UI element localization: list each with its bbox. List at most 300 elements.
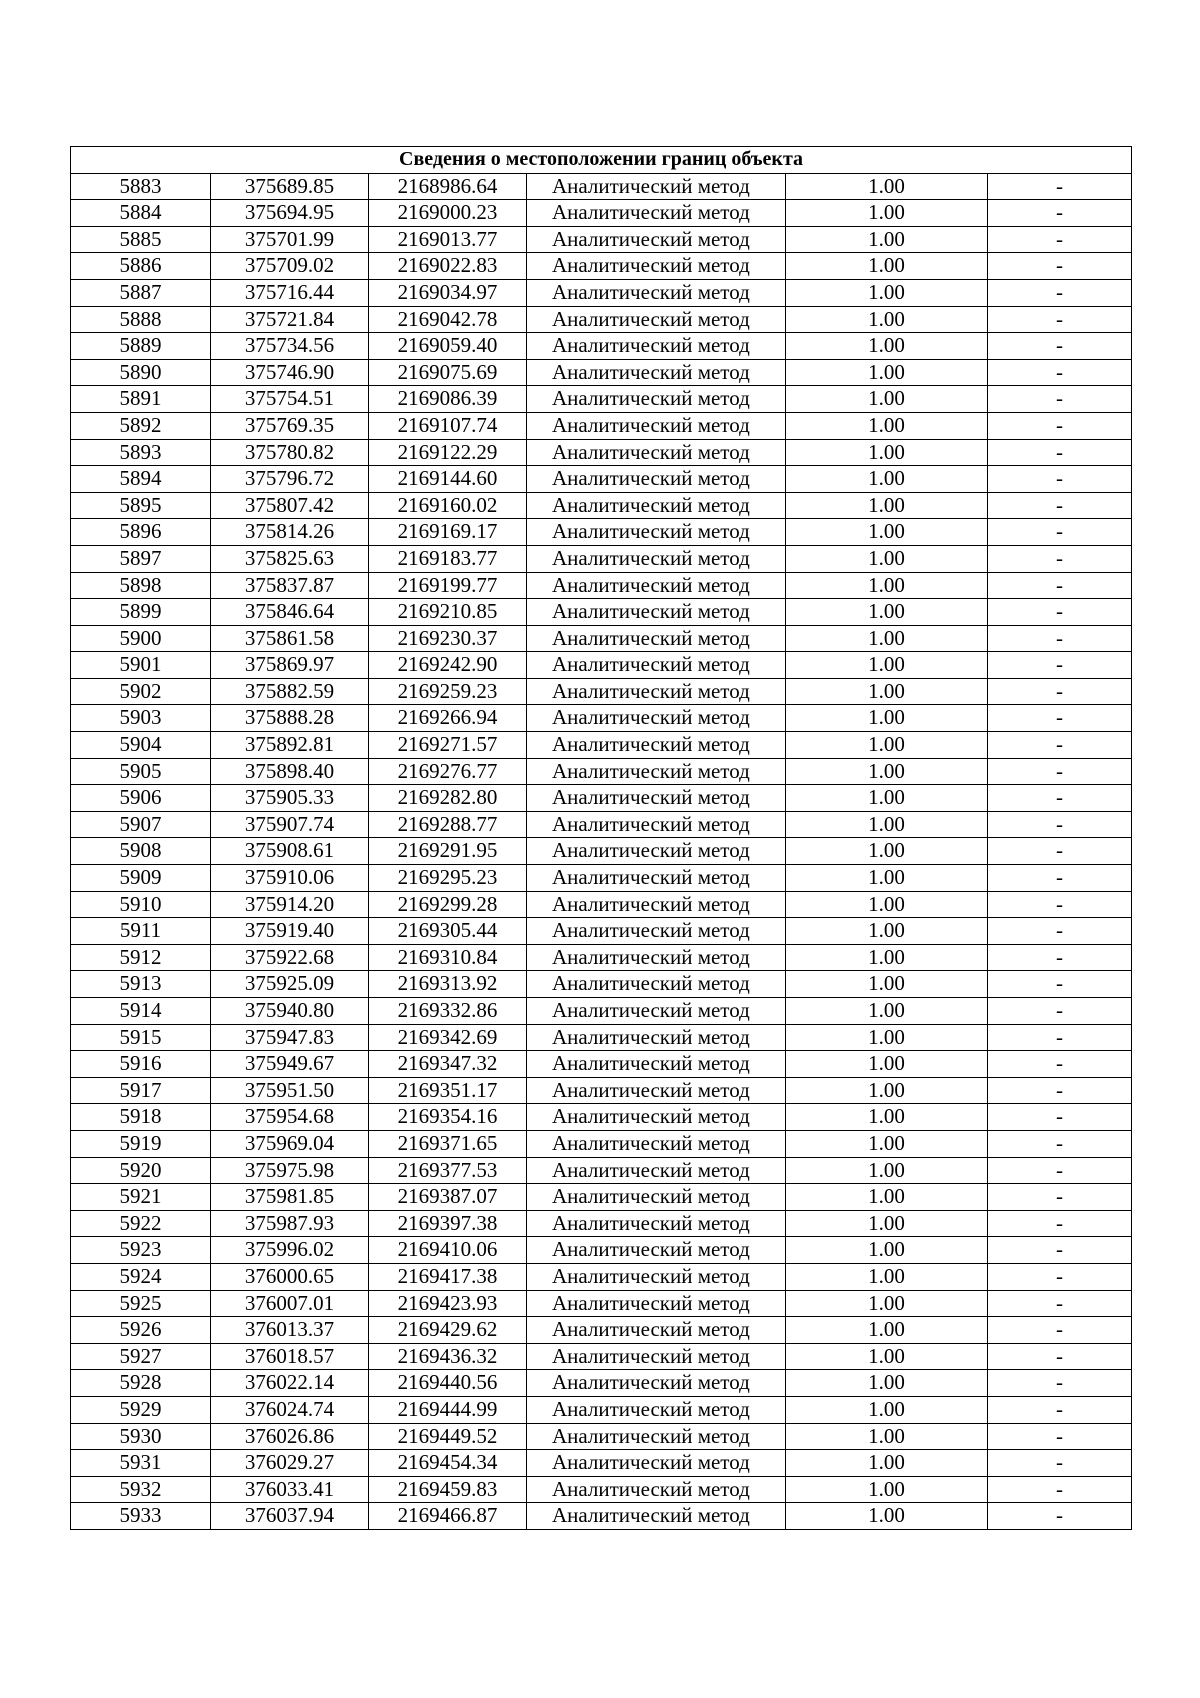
description-cell: - [988, 545, 1132, 572]
point-number-cell: 5901 [71, 652, 211, 679]
method-cell: Аналитический метод [527, 492, 786, 519]
table-row [71, 412, 1132, 439]
precision-cell: 1.00 [786, 359, 988, 386]
method-cell: Аналитический метод [527, 572, 786, 599]
y-coordinate-cell: 2169000.23 [369, 200, 527, 227]
precision-cell: 1.00 [786, 625, 988, 652]
y-coordinate-cell: 2169199.77 [369, 572, 527, 599]
precision-cell: 1.00 [786, 678, 988, 705]
precision-cell: 1.00 [786, 1263, 988, 1290]
y-coordinate-cell: 2169299.28 [369, 891, 527, 918]
description-cell: - [988, 678, 1132, 705]
precision-cell: 1.00 [786, 1210, 988, 1237]
precision-cell: 1.00 [786, 466, 988, 493]
x-coordinate-cell: 375694.95 [211, 200, 369, 227]
description-cell: - [988, 1476, 1132, 1503]
description-cell: - [988, 811, 1132, 838]
description-cell: - [988, 944, 1132, 971]
table-row [71, 785, 1132, 812]
y-coordinate-cell: 2169423.93 [369, 1290, 527, 1317]
y-coordinate-cell: 2169075.69 [369, 359, 527, 386]
method-cell: Аналитический метод [527, 918, 786, 945]
precision-cell: 1.00 [786, 1476, 988, 1503]
table-row [71, 1396, 1132, 1423]
method-cell: Аналитический метод [527, 944, 786, 971]
method-cell: Аналитический метод [527, 758, 786, 785]
y-coordinate-cell: 2169022.83 [369, 253, 527, 280]
y-coordinate-cell: 2168986.64 [369, 173, 527, 200]
y-coordinate-cell: 2169313.92 [369, 971, 527, 998]
y-coordinate-cell: 2169454.34 [369, 1450, 527, 1477]
description-cell: - [988, 625, 1132, 652]
x-coordinate-cell: 375807.42 [211, 492, 369, 519]
description-cell: - [988, 572, 1132, 599]
x-coordinate-cell: 375701.99 [211, 226, 369, 253]
point-number-cell: 5894 [71, 466, 211, 493]
table-row [71, 758, 1132, 785]
precision-cell: 1.00 [786, 1423, 988, 1450]
x-coordinate-cell: 375996.02 [211, 1237, 369, 1264]
precision-cell: 1.00 [786, 200, 988, 227]
y-coordinate-cell: 2169449.52 [369, 1423, 527, 1450]
description-cell: - [988, 200, 1132, 227]
y-coordinate-cell: 2169086.39 [369, 386, 527, 413]
description-cell: - [988, 971, 1132, 998]
y-coordinate-cell: 2169459.83 [369, 1476, 527, 1503]
y-coordinate-cell: 2169242.90 [369, 652, 527, 679]
y-coordinate-cell: 2169059.40 [369, 333, 527, 360]
point-number-cell: 5899 [71, 599, 211, 626]
table-title: Сведения о местоположении границ объекта [71, 147, 1132, 174]
table-row [71, 200, 1132, 227]
point-number-cell: 5914 [71, 998, 211, 1025]
description-cell: - [988, 758, 1132, 785]
x-coordinate-cell: 375689.85 [211, 173, 369, 200]
description-cell: - [988, 1423, 1132, 1450]
y-coordinate-cell: 2169259.23 [369, 678, 527, 705]
y-coordinate-cell: 2169351.17 [369, 1077, 527, 1104]
y-coordinate-cell: 2169266.94 [369, 705, 527, 732]
method-cell: Аналитический метод [527, 226, 786, 253]
description-cell: - [988, 1503, 1132, 1530]
x-coordinate-cell: 375780.82 [211, 439, 369, 466]
method-cell: Аналитический метод [527, 1503, 786, 1530]
precision-cell: 1.00 [786, 1343, 988, 1370]
y-coordinate-cell: 2169305.44 [369, 918, 527, 945]
table-row [71, 226, 1132, 253]
method-cell: Аналитический метод [527, 785, 786, 812]
description-cell: - [988, 838, 1132, 865]
description-cell: - [988, 705, 1132, 732]
y-coordinate-cell: 2169271.57 [369, 732, 527, 759]
y-coordinate-cell: 2169282.80 [369, 785, 527, 812]
precision-cell: 1.00 [786, 891, 988, 918]
x-coordinate-cell: 375981.85 [211, 1184, 369, 1211]
method-cell: Аналитический метод [527, 1396, 786, 1423]
method-cell: Аналитический метод [527, 971, 786, 998]
point-number-cell: 5900 [71, 625, 211, 652]
point-number-cell: 5933 [71, 1503, 211, 1530]
table-row [71, 625, 1132, 652]
x-coordinate-cell: 376013.37 [211, 1317, 369, 1344]
description-cell: - [988, 253, 1132, 280]
precision-cell: 1.00 [786, 333, 988, 360]
point-number-cell: 5891 [71, 386, 211, 413]
description-cell: - [988, 652, 1132, 679]
point-number-cell: 5924 [71, 1263, 211, 1290]
description-cell: - [988, 1450, 1132, 1477]
table-row [71, 811, 1132, 838]
precision-cell: 1.00 [786, 652, 988, 679]
precision-cell: 1.00 [786, 1184, 988, 1211]
table-row [71, 1343, 1132, 1370]
precision-cell: 1.00 [786, 1237, 988, 1264]
y-coordinate-cell: 2169169.17 [369, 519, 527, 546]
description-cell: - [988, 1263, 1132, 1290]
y-coordinate-cell: 2169387.07 [369, 1184, 527, 1211]
method-cell: Аналитический метод [527, 412, 786, 439]
description-cell: - [988, 333, 1132, 360]
table-row [71, 466, 1132, 493]
y-coordinate-cell: 2169034.97 [369, 279, 527, 306]
method-cell: Аналитический метод [527, 466, 786, 493]
table-row [71, 865, 1132, 892]
point-number-cell: 5909 [71, 865, 211, 892]
x-coordinate-cell: 375975.98 [211, 1157, 369, 1184]
table-row [71, 705, 1132, 732]
x-coordinate-cell: 376029.27 [211, 1450, 369, 1477]
description-cell: - [988, 386, 1132, 413]
precision-cell: 1.00 [786, 1104, 988, 1131]
point-number-cell: 5932 [71, 1476, 211, 1503]
method-cell: Аналитический метод [527, 1237, 786, 1264]
table-row [71, 1237, 1132, 1264]
description-cell: - [988, 519, 1132, 546]
table-row [71, 279, 1132, 306]
table-row [71, 1263, 1132, 1290]
description-cell: - [988, 306, 1132, 333]
method-cell: Аналитический метод [527, 439, 786, 466]
table-row [71, 173, 1132, 200]
table-row [71, 652, 1132, 679]
method-cell: Аналитический метод [527, 705, 786, 732]
y-coordinate-cell: 2169347.32 [369, 1051, 527, 1078]
table-row [71, 1370, 1132, 1397]
method-cell: Аналитический метод [527, 811, 786, 838]
precision-cell: 1.00 [786, 998, 988, 1025]
method-cell: Аналитический метод [527, 253, 786, 280]
precision-cell: 1.00 [786, 1450, 988, 1477]
method-cell: Аналитический метод [527, 1290, 786, 1317]
method-cell: Аналитический метод [527, 1476, 786, 1503]
method-cell: Аналитический метод [527, 678, 786, 705]
method-cell: Аналитический метод [527, 1210, 786, 1237]
description-cell: - [988, 1343, 1132, 1370]
x-coordinate-cell: 375925.09 [211, 971, 369, 998]
description-cell: - [988, 1104, 1132, 1131]
precision-cell: 1.00 [786, 572, 988, 599]
x-coordinate-cell: 375888.28 [211, 705, 369, 732]
point-number-cell: 5911 [71, 918, 211, 945]
point-number-cell: 5915 [71, 1024, 211, 1051]
point-number-cell: 5928 [71, 1370, 211, 1397]
table-row [71, 1184, 1132, 1211]
point-number-cell: 5893 [71, 439, 211, 466]
point-number-cell: 5917 [71, 1077, 211, 1104]
y-coordinate-cell: 2169310.84 [369, 944, 527, 971]
point-number-cell: 5896 [71, 519, 211, 546]
y-coordinate-cell: 2169288.77 [369, 811, 527, 838]
table-row [71, 306, 1132, 333]
method-cell: Аналитический метод [527, 386, 786, 413]
x-coordinate-cell: 375949.67 [211, 1051, 369, 1078]
point-number-cell: 5887 [71, 279, 211, 306]
point-number-cell: 5919 [71, 1130, 211, 1157]
precision-cell: 1.00 [786, 785, 988, 812]
point-number-cell: 5923 [71, 1237, 211, 1264]
precision-cell: 1.00 [786, 306, 988, 333]
point-number-cell: 5921 [71, 1184, 211, 1211]
point-number-cell: 5885 [71, 226, 211, 253]
x-coordinate-cell: 375951.50 [211, 1077, 369, 1104]
table-body [71, 173, 1132, 1529]
precision-cell: 1.00 [786, 412, 988, 439]
table-row [71, 1450, 1132, 1477]
precision-cell: 1.00 [786, 971, 988, 998]
y-coordinate-cell: 2169276.77 [369, 758, 527, 785]
precision-cell: 1.00 [786, 918, 988, 945]
description-cell: - [988, 1210, 1132, 1237]
point-number-cell: 5913 [71, 971, 211, 998]
point-number-cell: 5884 [71, 200, 211, 227]
y-coordinate-cell: 2169410.06 [369, 1237, 527, 1264]
x-coordinate-cell: 375892.81 [211, 732, 369, 759]
x-coordinate-cell: 375796.72 [211, 466, 369, 493]
x-coordinate-cell: 375769.35 [211, 412, 369, 439]
point-number-cell: 5920 [71, 1157, 211, 1184]
y-coordinate-cell: 2169042.78 [369, 306, 527, 333]
precision-cell: 1.00 [786, 811, 988, 838]
point-number-cell: 5930 [71, 1423, 211, 1450]
x-coordinate-cell: 375837.87 [211, 572, 369, 599]
precision-cell: 1.00 [786, 253, 988, 280]
y-coordinate-cell: 2169354.16 [369, 1104, 527, 1131]
method-cell: Аналитический метод [527, 1450, 786, 1477]
table-row [71, 599, 1132, 626]
point-number-cell: 5927 [71, 1343, 211, 1370]
boundary-table [70, 146, 1132, 1530]
method-cell: Аналитический метод [527, 1184, 786, 1211]
precision-cell: 1.00 [786, 226, 988, 253]
method-cell: Аналитический метод [527, 333, 786, 360]
point-number-cell: 5910 [71, 891, 211, 918]
method-cell: Аналитический метод [527, 838, 786, 865]
description-cell: - [988, 492, 1132, 519]
precision-cell: 1.00 [786, 705, 988, 732]
point-number-cell: 5890 [71, 359, 211, 386]
table-row [71, 1476, 1132, 1503]
table-row [71, 545, 1132, 572]
point-number-cell: 5888 [71, 306, 211, 333]
precision-cell: 1.00 [786, 758, 988, 785]
x-coordinate-cell: 375869.97 [211, 652, 369, 679]
description-cell: - [988, 1184, 1132, 1211]
method-cell: Аналитический метод [527, 1263, 786, 1290]
description-cell: - [988, 439, 1132, 466]
precision-cell: 1.00 [786, 838, 988, 865]
table-row [71, 891, 1132, 918]
x-coordinate-cell: 375907.74 [211, 811, 369, 838]
y-coordinate-cell: 2169230.37 [369, 625, 527, 652]
description-cell: - [988, 1290, 1132, 1317]
point-number-cell: 5904 [71, 732, 211, 759]
table-row [71, 572, 1132, 599]
description-cell: - [988, 891, 1132, 918]
method-cell: Аналитический метод [527, 519, 786, 546]
precision-cell: 1.00 [786, 944, 988, 971]
table-row [71, 1317, 1132, 1344]
table-row [71, 1210, 1132, 1237]
precision-cell: 1.00 [786, 599, 988, 626]
x-coordinate-cell: 375940.80 [211, 998, 369, 1025]
x-coordinate-cell: 376026.86 [211, 1423, 369, 1450]
table-row [71, 333, 1132, 360]
table-row [71, 386, 1132, 413]
method-cell: Аналитический метод [527, 1077, 786, 1104]
point-number-cell: 5929 [71, 1396, 211, 1423]
precision-cell: 1.00 [786, 1503, 988, 1530]
x-coordinate-cell: 375898.40 [211, 758, 369, 785]
x-coordinate-cell: 375709.02 [211, 253, 369, 280]
table-row [71, 492, 1132, 519]
description-cell: - [988, 599, 1132, 626]
table-row [71, 1024, 1132, 1051]
method-cell: Аналитический метод [527, 279, 786, 306]
description-cell: - [988, 1024, 1132, 1051]
precision-cell: 1.00 [786, 1396, 988, 1423]
description-cell: - [988, 1051, 1132, 1078]
description-cell: - [988, 1157, 1132, 1184]
table-row [71, 1423, 1132, 1450]
y-coordinate-cell: 2169210.85 [369, 599, 527, 626]
x-coordinate-cell: 375846.64 [211, 599, 369, 626]
y-coordinate-cell: 2169291.95 [369, 838, 527, 865]
x-coordinate-cell: 375814.26 [211, 519, 369, 546]
point-number-cell: 5922 [71, 1210, 211, 1237]
method-cell: Аналитический метод [527, 998, 786, 1025]
point-number-cell: 5906 [71, 785, 211, 812]
x-coordinate-cell: 375861.58 [211, 625, 369, 652]
precision-cell: 1.00 [786, 865, 988, 892]
description-cell: - [988, 1370, 1132, 1397]
x-coordinate-cell: 375908.61 [211, 838, 369, 865]
table-row [71, 918, 1132, 945]
point-number-cell: 5908 [71, 838, 211, 865]
y-coordinate-cell: 2169397.38 [369, 1210, 527, 1237]
table-header-row [71, 147, 1132, 174]
x-coordinate-cell: 375910.06 [211, 865, 369, 892]
point-number-cell: 5931 [71, 1450, 211, 1477]
x-coordinate-cell: 375969.04 [211, 1130, 369, 1157]
table-row [71, 1104, 1132, 1131]
method-cell: Аналитический метод [527, 1104, 786, 1131]
y-coordinate-cell: 2169122.29 [369, 439, 527, 466]
y-coordinate-cell: 2169440.56 [369, 1370, 527, 1397]
method-cell: Аналитический метод [527, 1370, 786, 1397]
y-coordinate-cell: 2169444.99 [369, 1396, 527, 1423]
precision-cell: 1.00 [786, 1024, 988, 1051]
y-coordinate-cell: 2169371.65 [369, 1130, 527, 1157]
x-coordinate-cell: 376022.14 [211, 1370, 369, 1397]
x-coordinate-cell: 375746.90 [211, 359, 369, 386]
method-cell: Аналитический метод [527, 359, 786, 386]
y-coordinate-cell: 2169295.23 [369, 865, 527, 892]
precision-cell: 1.00 [786, 519, 988, 546]
description-cell: - [988, 1130, 1132, 1157]
precision-cell: 1.00 [786, 1051, 988, 1078]
description-cell: - [988, 918, 1132, 945]
x-coordinate-cell: 375754.51 [211, 386, 369, 413]
precision-cell: 1.00 [786, 1370, 988, 1397]
method-cell: Аналитический метод [527, 1317, 786, 1344]
precision-cell: 1.00 [786, 1130, 988, 1157]
precision-cell: 1.00 [786, 439, 988, 466]
point-number-cell: 5895 [71, 492, 211, 519]
x-coordinate-cell: 375914.20 [211, 891, 369, 918]
description-cell: - [988, 1237, 1132, 1264]
table-row [71, 1130, 1132, 1157]
x-coordinate-cell: 376007.01 [211, 1290, 369, 1317]
x-coordinate-cell: 375947.83 [211, 1024, 369, 1051]
description-cell: - [988, 865, 1132, 892]
description-cell: - [988, 1396, 1132, 1423]
description-cell: - [988, 359, 1132, 386]
method-cell: Аналитический метод [527, 891, 786, 918]
point-number-cell: 5898 [71, 572, 211, 599]
y-coordinate-cell: 2169160.02 [369, 492, 527, 519]
table-row [71, 971, 1132, 998]
y-coordinate-cell: 2169144.60 [369, 466, 527, 493]
table-row [71, 678, 1132, 705]
method-cell: Аналитический метод [527, 865, 786, 892]
point-number-cell: 5886 [71, 253, 211, 280]
precision-cell: 1.00 [786, 545, 988, 572]
point-number-cell: 5907 [71, 811, 211, 838]
precision-cell: 1.00 [786, 1077, 988, 1104]
x-coordinate-cell: 375721.84 [211, 306, 369, 333]
method-cell: Аналитический метод [527, 652, 786, 679]
x-coordinate-cell: 375825.63 [211, 545, 369, 572]
point-number-cell: 5926 [71, 1317, 211, 1344]
y-coordinate-cell: 2169013.77 [369, 226, 527, 253]
table-row [71, 519, 1132, 546]
precision-cell: 1.00 [786, 386, 988, 413]
point-number-cell: 5925 [71, 1290, 211, 1317]
x-coordinate-cell: 375987.93 [211, 1210, 369, 1237]
point-number-cell: 5903 [71, 705, 211, 732]
x-coordinate-cell: 376000.65 [211, 1263, 369, 1290]
y-coordinate-cell: 2169342.69 [369, 1024, 527, 1051]
description-cell: - [988, 1077, 1132, 1104]
table-row [71, 1157, 1132, 1184]
table-row [71, 944, 1132, 971]
description-cell: - [988, 173, 1132, 200]
precision-cell: 1.00 [786, 173, 988, 200]
description-cell: - [988, 785, 1132, 812]
x-coordinate-cell: 376018.57 [211, 1343, 369, 1370]
table-row [71, 1290, 1132, 1317]
table-row [71, 439, 1132, 466]
